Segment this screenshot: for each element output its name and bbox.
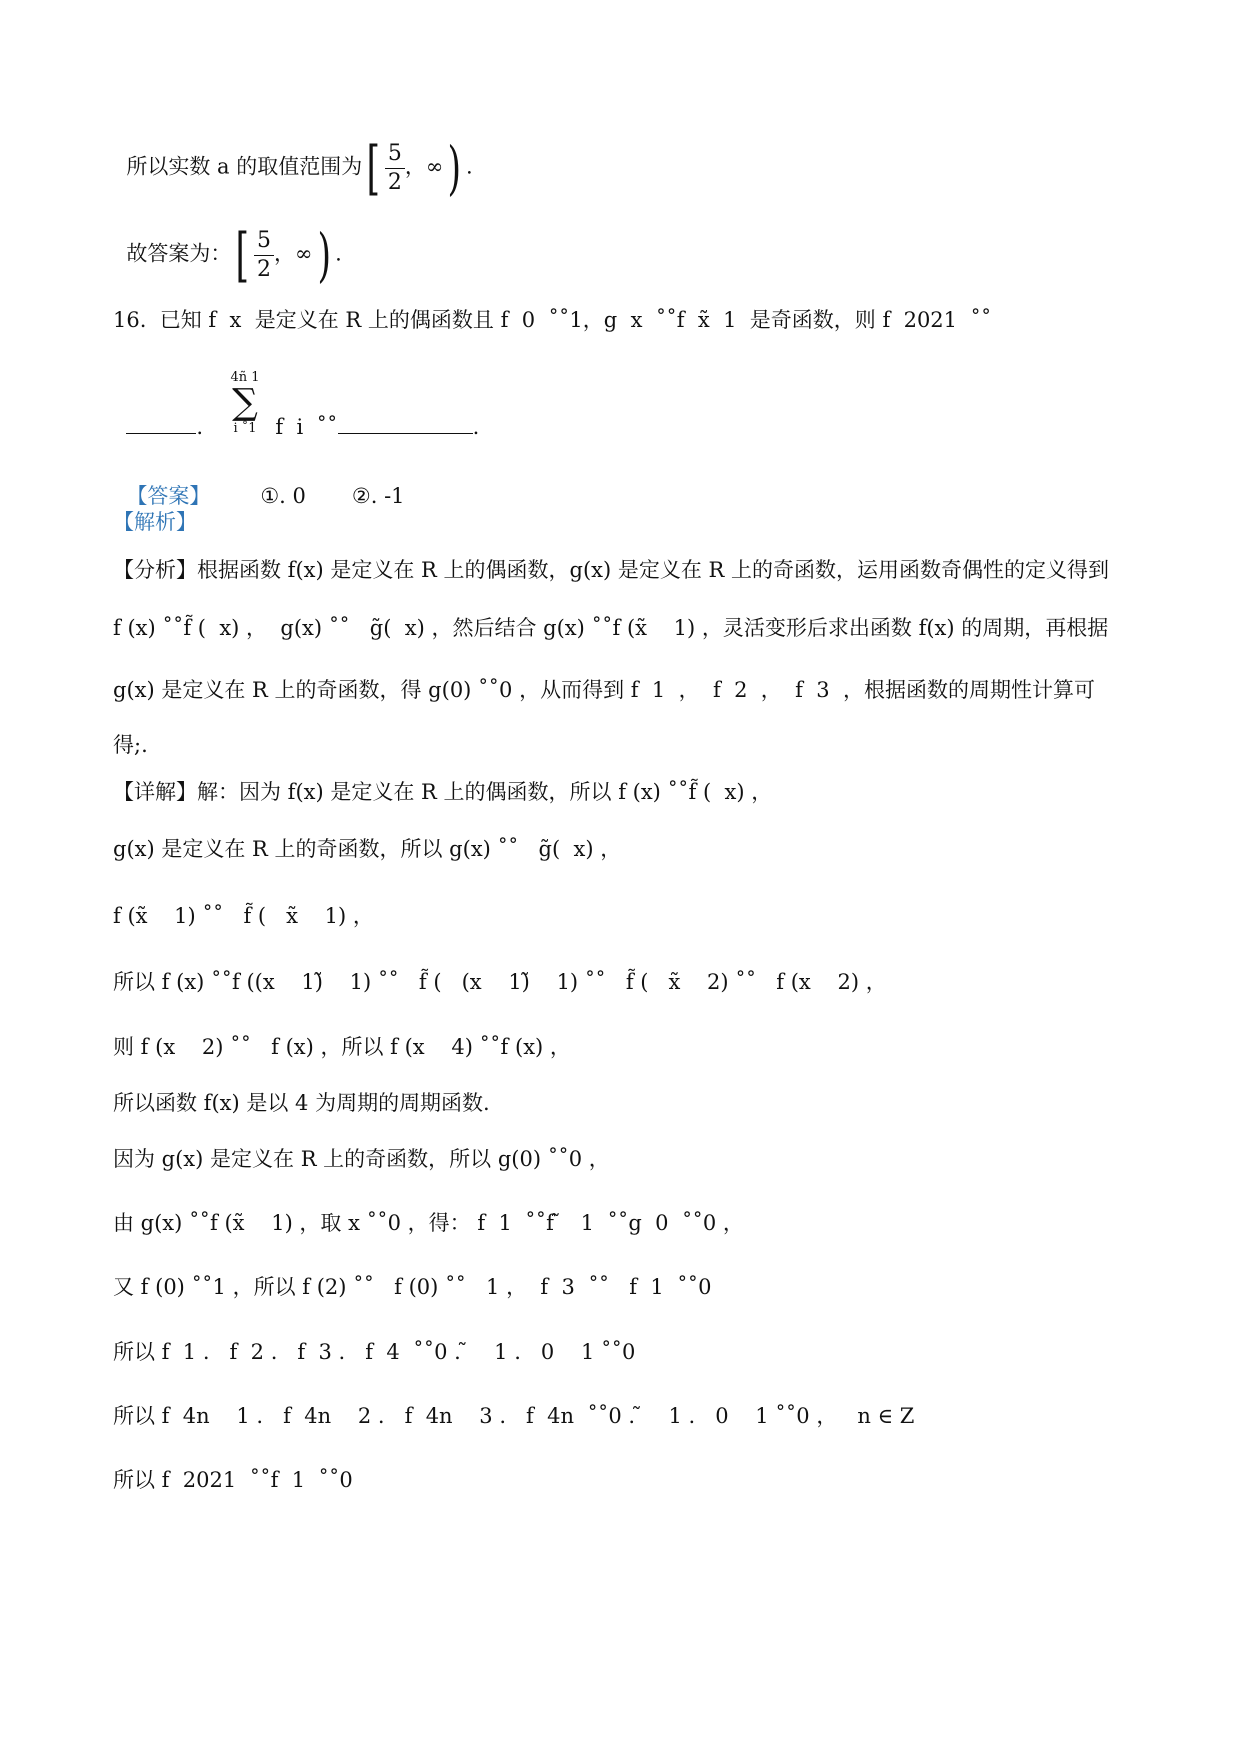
right-paren: ) [317, 221, 331, 289]
detail-line-11: 所以 f 4n 1 . f 4n 2 . f 4n 3 . f 4n ˚˚0 . ̃ 1 . 0 1 ˚˚0 ， n ∈ Z [113, 1404, 915, 1428]
question-16: 16. 已知 f x 是定义在 R 上的偶函数且 f 0 ˚˚1，g x ˚˚f x̃ 1 是奇函数，则 f 2021 ˚˚ [113, 308, 992, 332]
sigma-body: f i ˚˚ [275, 415, 338, 439]
range-line [113, 118, 473, 202]
analysis-line-3: g(x) 是定义在 R 上的奇函数，得 g(0) ˚˚0 ，从而得到 f 1 ， f 2 ， f 3 ，根据函数的周期性计算可 [113, 678, 1095, 702]
sigma-lower-limit: i ˚1 [233, 421, 257, 436]
detail-line-9: 又 f (0) ˚˚1 ，所以 f (2) ˚˚ f (0) ˚˚ 1 ， f 3 ˚˚ f 1 ˚˚0 [113, 1275, 712, 1299]
question-end: . [472, 415, 480, 439]
analysis-label: 【解析】 [113, 510, 197, 534]
answer-1: ①. 0 [260, 484, 306, 508]
detail-line-1: 【详解】解：因为 f(x) 是定义在 R 上的偶函数，所以 f (x) ˚˚f̃ ( x) ， [113, 780, 773, 804]
fraction-denominator: 2 [387, 169, 402, 195]
question-16-blanks [113, 396, 203, 438]
fraction [254, 227, 274, 283]
detail-line-5: 则 f (x 2) ˚˚ f (x) ，所以 f (x 4) ˚˚f (x) ， [113, 1035, 571, 1059]
previous-answer-line [113, 205, 342, 289]
answer-label: 【答案】 [126, 484, 211, 508]
detail-line-3: f (x̃ 1) ˚˚ f̃ ( x̃ 1) ， [113, 904, 374, 928]
detail-line-4: 所以 f (x) ˚˚f ((x 1)̃ 1) ˚˚ f̃ ( (x 1)̃ 1) ˚˚ f̃ ( x̃ 2) ˚˚ f (x 2) ， [113, 970, 887, 994]
blank-1 [126, 433, 196, 434]
blank-2 [338, 433, 473, 434]
summation [225, 370, 265, 436]
left-bracket: [ [366, 134, 381, 202]
sigma-symbol: ∑ [232, 382, 258, 423]
fraction-numerator: 5 [385, 140, 405, 169]
detail-line-10: 所以 f 1 . f 2 . f 3 . f 4 ˚˚0 . ̃ 1 . 0 1 ˚˚0 [113, 1340, 636, 1364]
detail-line-6: 所以函数 f(x) 是以 4 为周期的周期函数. [113, 1091, 490, 1115]
range-period: . [466, 154, 473, 179]
range-text: 所以实数 a 的取值范围为 [126, 154, 363, 179]
range-infinity: ，∞ [404, 154, 444, 179]
answer-period: . [335, 241, 342, 266]
fraction-denominator: 2 [257, 256, 271, 282]
analysis-line-2: f (x) ˚˚f̃ ( x) ， g(x) ˚˚ g̃( x) ，然后结合 g(x) ˚˚f (x̃ 1) ，灵活变形后求出函数 f(x) 的周期，再根据 [113, 616, 1109, 640]
sigma-body-line [262, 396, 479, 438]
answer-infinity: ，∞ [274, 241, 313, 266]
detail-line-8: 由 g(x) ˚˚f (x̃ 1) ，取 x ˚˚0 ，得： f 1 ˚˚f ̃ 1 ˚˚g 0 ˚˚0 ， [113, 1211, 744, 1235]
fraction-numerator: 5 [254, 227, 274, 256]
sigma-upper-limit: 4ñ 1 [230, 370, 260, 385]
right-paren: ) [447, 134, 462, 202]
analysis-line-4: 得;. [113, 733, 148, 757]
left-bracket: [ [235, 221, 250, 289]
answer-2: ②. -1 [351, 484, 405, 508]
fraction [385, 140, 405, 196]
answer-line [113, 465, 405, 507]
detail-line-12: 所以 f 2021 ˚˚f 1 ˚˚0 [113, 1468, 353, 1492]
detail-line-7: 因为 g(x) 是定义在 R 上的奇函数，所以 g(0) ˚˚0 ， [113, 1147, 610, 1171]
previous-answer-label: 故答案为： [126, 241, 232, 266]
detail-line-2: g(x) 是定义在 R 上的奇函数，所以 g(x) ˚˚ g̃( x) ， [113, 837, 622, 861]
analysis-line-1: 【分析】根据函数 f(x) 是定义在 R 上的偶函数，g(x) 是定义在 R 上的奇函数，运用函数奇偶性的定义得到 [113, 558, 1110, 582]
blank-separator: . [196, 415, 204, 439]
